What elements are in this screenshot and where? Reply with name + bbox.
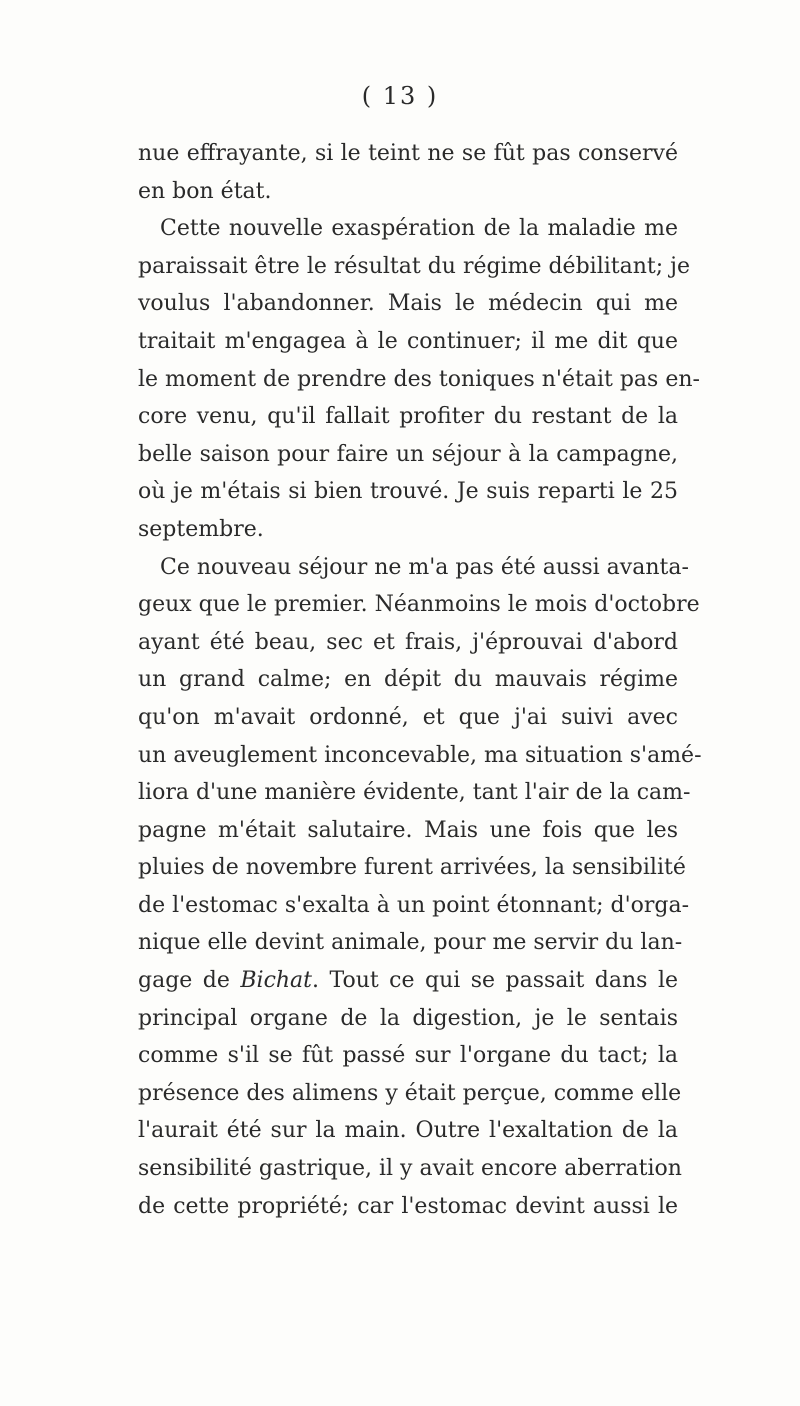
text-line: l'aurait été sur la main. Outre l'exaltation de la xyxy=(138,1118,678,1144)
text-line: en bon état. xyxy=(138,178,272,204)
text-line: où je m'étais si bien trouvé. Je suis reparti le 25 xyxy=(138,479,678,505)
text-line: voulus l'abandonner. Mais le médecin qui me xyxy=(138,291,678,317)
text-line: un grand calme; en dépit du mauvais régime xyxy=(138,667,678,693)
text-line: comme s'il se fût passé sur l'organe du tact; la xyxy=(138,1043,678,1069)
text-line: geux que le premier. Néanmoins le mois d'octobre xyxy=(138,592,700,618)
body-text xyxy=(138,135,702,1225)
text-line: paraissait être le résultat du régime débilitant; je xyxy=(138,253,690,279)
text-line: liora d'une manière évidente, tant l'air de la cam- xyxy=(138,780,691,806)
page-number: ( 13 ) xyxy=(361,82,439,110)
text-segment: . Tout ce qui se passait dans le xyxy=(312,968,678,994)
text-segment: gage de xyxy=(138,968,241,994)
text-line: sensibilité gastrique, il y avait encore aberration xyxy=(138,1156,682,1182)
text-line: qu'on m'avait ordonné, et que j'ai suivi avec xyxy=(138,704,678,730)
italic-name: Bichat xyxy=(240,968,313,994)
text-line: pluies de novembre furent arrivées, la sensibilité xyxy=(138,855,686,881)
text-line: Ce nouveau séjour ne m'a pas été aussi avanta- xyxy=(160,554,689,580)
text-line xyxy=(138,962,678,1000)
text-line: traitait m'engagea à le continuer; il me dit que xyxy=(138,328,678,354)
text-line: Cette nouvelle exaspération de la maladie me xyxy=(160,216,678,242)
text-line: de cette propriété; car l'estomac devint aussi le xyxy=(138,1193,678,1219)
text-line: principal organe de la digestion, je le sentais xyxy=(138,1005,678,1031)
text-line: core venu, qu'il fallait profiter du restant de la xyxy=(138,404,678,430)
text-line: septembre. xyxy=(138,516,264,542)
text-line: présence des alimens y était perçue, comme elle xyxy=(138,1080,682,1106)
text-line: nique elle devint animale, pour me servir du lan- xyxy=(138,930,683,956)
text-line: un aveuglement inconcevable, ma situation s'amé- xyxy=(138,742,702,768)
text-line: nue effrayante, si le teint ne se fût pas conservé xyxy=(138,141,678,166)
text-line: ayant été beau, sec et frais, j'éprouvai d'abord xyxy=(138,629,678,655)
text-line: belle saison pour faire un séjour à la campagne, xyxy=(138,441,678,467)
text-line: de l'estomac s'exalta à un point étonnant; d'orga- xyxy=(138,892,690,918)
text-line: le moment de prendre des toniques n'était pas en- xyxy=(138,366,700,392)
text-line: pagne m'était salutaire. Mais une fois que les xyxy=(138,817,678,843)
